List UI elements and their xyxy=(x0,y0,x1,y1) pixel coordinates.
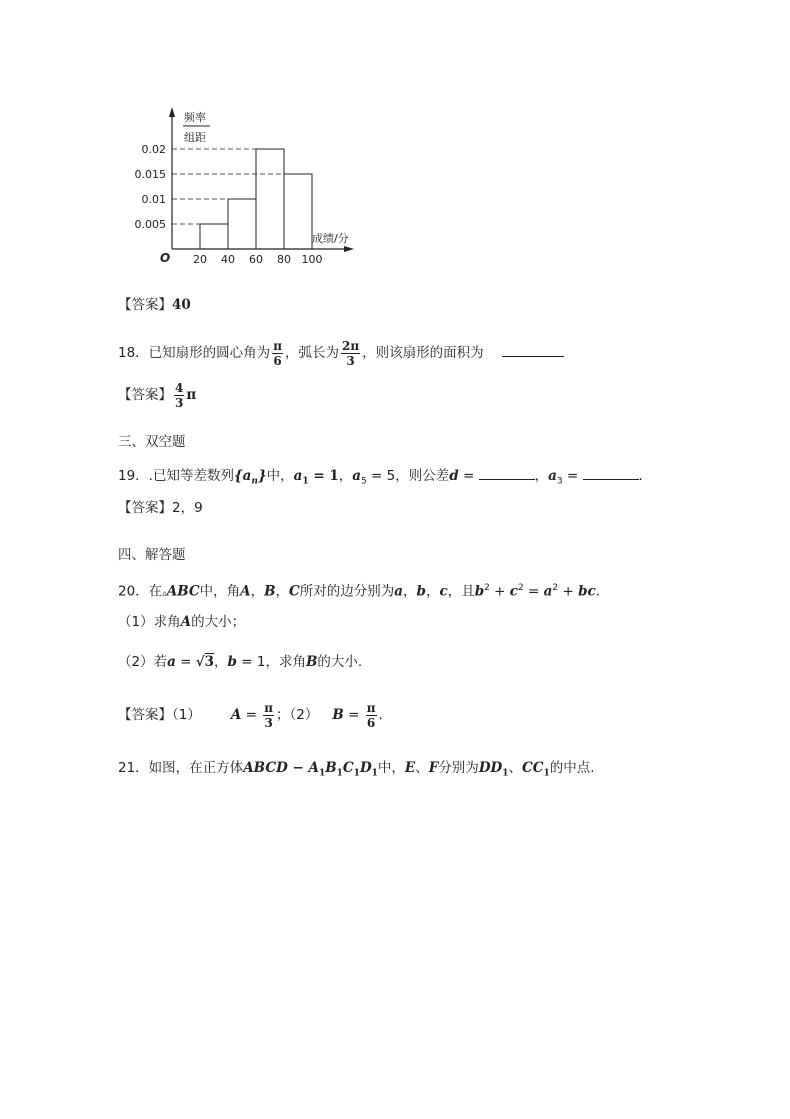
histogram-bar xyxy=(256,149,284,249)
x-tick-label: 20 xyxy=(193,253,207,266)
y-tick-label: 0.01 xyxy=(141,193,166,206)
question-21: 21．如图，在正方体ABCD − $A_1B_1C_1D_1$中，E、F分别为$DD_1$、$CC_1$的中点. xyxy=(118,760,595,779)
question-20-part-2: （2）若a = √3，b = 1，求角B的大小. xyxy=(118,654,363,670)
q19-blank-d xyxy=(479,467,535,480)
section-4-heading: 四、解答题 xyxy=(118,547,186,563)
answer-label: 【答案】 xyxy=(118,500,172,516)
q18-text-mid: ，弧长为 xyxy=(284,345,339,361)
q18-text-start: 18．已知扇形的圆心角为 xyxy=(118,345,271,361)
y-axis-label-bottom: 组距 xyxy=(184,131,206,144)
y-tick-label: 0.015 xyxy=(134,168,166,181)
question-18 xyxy=(118,338,564,368)
x-tick-label: 40 xyxy=(221,253,235,266)
histogram-bar xyxy=(228,199,256,249)
histogram-bar xyxy=(200,224,228,249)
histogram-bar xyxy=(284,174,312,249)
answer-value: 2，9 xyxy=(172,500,203,516)
answer-18 xyxy=(118,380,196,410)
x-tick-label: 60 xyxy=(249,253,263,266)
answer-label: 【答案】 xyxy=(118,707,172,723)
q18-text-end: ，则该扇形的面积为 xyxy=(362,345,484,361)
answer20-fraction-2: $\frac{\pi}{6}$ xyxy=(366,700,376,730)
histogram-chart xyxy=(134,105,370,270)
answer20-fraction-1: $\frac{\pi}{3}$ xyxy=(264,700,274,730)
y-tick-label: 0.02 xyxy=(141,143,166,156)
q18-fraction-angle: $\frac{\pi}{6}$ xyxy=(273,338,282,368)
answer-label: 【答案】 xyxy=(118,387,172,403)
answer-20: 【答案】（1） A = $\frac{\pi}{3}$ ；（2） B = $\frac{\pi}{6}$ . xyxy=(118,700,383,730)
answer-17 xyxy=(118,295,191,315)
y-axis-label-top: 频率 xyxy=(184,111,206,124)
answer18-pi: π xyxy=(186,387,197,403)
question-20-part-1: （1）求角A的大小； xyxy=(118,614,246,630)
answer18-fraction: $\frac{4}{3}$ xyxy=(175,380,184,410)
origin-label: O xyxy=(160,251,171,265)
question-19: 19．.已知等差数列$\{a_n\}$中，$a_1 = 1$，$a_5 = 5$，则公差d = ，$a_3$ = . xyxy=(118,468,643,487)
q18-answer-blank xyxy=(502,344,564,357)
y-tick-label: 0.005 xyxy=(134,218,166,231)
q19-blank-a3 xyxy=(583,467,639,480)
x-axis-arrow xyxy=(344,246,354,252)
question-20: 20．在▵ABC中，角A，B，C所对的边分别为a，b，c，且$b^2 + c^2 = a^2$ + bc. xyxy=(118,583,601,600)
answer-label: 【答案】 xyxy=(118,297,172,313)
section-3-heading: 三、双空题 xyxy=(118,434,186,450)
x-tick-label: 100 xyxy=(301,253,323,266)
y-axis-arrow xyxy=(169,107,175,117)
x-axis-label: 成绩/分 xyxy=(312,232,349,245)
answer-value: 40 xyxy=(172,297,191,313)
x-tick-label: 80 xyxy=(277,253,291,266)
q18-fraction-arc: $\frac{2\pi}{3}$ xyxy=(341,338,360,368)
answer-19 xyxy=(118,498,203,518)
